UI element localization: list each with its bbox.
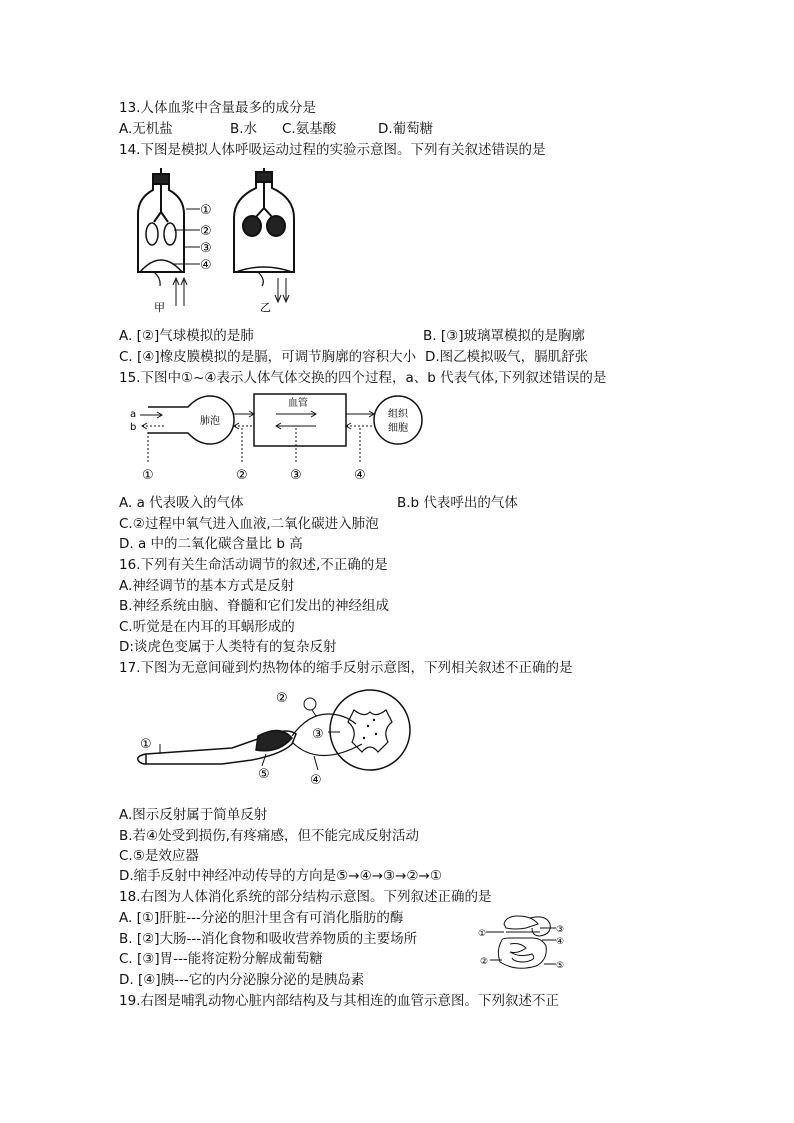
question-13-stem: 13.人体血浆中含量最多的成分是	[119, 100, 316, 116]
q15-option-b: B.b 代表呼出的气体	[397, 495, 518, 511]
q14-option-d: D.图乙模拟吸气，膈肌舒张	[425, 349, 589, 365]
q16-option-d: D:谈虎色变属于人类特有的复杂反射	[119, 639, 337, 655]
q18-option-c: C. [③]胃---能将淀粉分解成葡萄糖	[119, 951, 323, 967]
process-3: ③	[290, 468, 302, 483]
q16-option-c: C.听觉是在内耳的耳蜗形成的	[119, 619, 295, 635]
label-jia: 甲	[154, 301, 165, 314]
question-15-stem: 15.下图中①~④表示人体气体交换的四个过程，a、b 代表气体,下列叙述错误的是	[119, 370, 607, 386]
jar-jia	[138, 168, 200, 306]
label-b: b	[130, 422, 137, 433]
q17-option-d: D.缩手反射中神经冲动传导的方向是⑤→④→③→②→①	[119, 868, 442, 884]
reflex-label-1: ①	[140, 737, 152, 752]
q18-option-d: D. [④]胰---它的内分泌腺分泌的是胰岛素	[119, 972, 365, 988]
reflex-label-4: ④	[310, 773, 322, 788]
reflex-arc-figure	[132, 684, 412, 796]
q15-option-c: C.②过程中氧气进入血液,二氧化碳进入肺泡	[119, 516, 379, 532]
q17-option-c: C.⑤是效应器	[119, 848, 199, 864]
breathing-model-figure	[130, 168, 320, 316]
q18-option-a: A. [①]肝脏---分泌的胆汁里含有可消化脂肪的酶	[119, 910, 404, 926]
question-16-stem: 16.下列有关生命活动调节的叙述,不正确的是	[119, 557, 388, 573]
label-a: a	[130, 409, 137, 420]
label-yi: 乙	[260, 301, 271, 314]
label-4: ④	[200, 258, 212, 273]
tissue-label-2: 细胞	[388, 423, 408, 434]
q15-option-d: D. a 中的二氧化碳含量比 b 高	[119, 536, 303, 552]
vessel-label: 血管	[288, 398, 308, 409]
process-2: ②	[236, 468, 248, 483]
question-14-stem: 14.下图是模拟人体呼吸运动过程的实验示意图。下列有关叙述错误的是	[119, 142, 546, 158]
alveolus-label: 肺泡	[200, 416, 220, 427]
q17-option-a: A.图示反射属于简单反射	[119, 807, 268, 823]
question-17-stem: 17.下图为无意间碰到灼热物体的缩手反射示意图，下列相关叙述不正确的是	[119, 660, 573, 676]
q13-option-c: C.氨基酸	[282, 121, 337, 137]
digestive-label-1: ①	[478, 929, 487, 939]
label-2: ②	[200, 224, 212, 239]
tissue-label-1: 组织	[388, 409, 408, 420]
digestive-label-3: ③	[556, 925, 565, 935]
q16-option-a: A.神经调节的基本方式是反射	[119, 578, 295, 594]
reflex-label-3: ③	[312, 727, 324, 742]
q13-option-a: A.无机盐	[119, 121, 173, 137]
jar-yi	[234, 168, 294, 302]
process-1: ①	[142, 468, 154, 483]
digestive-label-4: ④	[556, 937, 565, 947]
reflex-label-2: ②	[276, 691, 288, 706]
question-18-stem: 18.右图为人体消化系统的部分结构示意图。下列叙述正确的是	[119, 889, 492, 905]
q17-option-b: B.若④处受到损伤,有疼痛感，但不能完成反射活动	[119, 828, 419, 844]
q13-option-b: B.水	[230, 121, 258, 137]
reflex-label-5: ⑤	[258, 767, 270, 782]
digestive-label-2: ②	[480, 957, 489, 967]
label-3: ③	[200, 241, 212, 256]
q14-option-a: A. [②]气球模拟的是肺	[119, 328, 254, 344]
q18-option-b: B. [②]大肠---消化食物和吸收营养物质的主要场所	[119, 931, 418, 947]
process-4: ④	[354, 468, 366, 483]
q14-option-c: C. [④]橡皮膜模拟的是膈，可调节胸廓的容积大小	[119, 349, 417, 365]
digestive-label-5: ⑤	[556, 961, 565, 971]
q13-option-d: D.葡萄糖	[378, 121, 434, 137]
q15-option-a: A. a 代表吸入的气体	[119, 495, 244, 511]
q14-option-b: B. [③]玻璃罩模拟的是胸廓	[423, 328, 585, 344]
label-1: ①	[200, 203, 212, 218]
gas-exchange-figure	[126, 390, 426, 484]
digestive-system-figure	[476, 910, 572, 976]
q16-option-b: B.神经系统由脑、脊髓和它们发出的神经组成	[119, 598, 390, 614]
question-19-stem: 19.右图是哺乳动物心脏内部结构及与其相连的血管示意图。下列叙述不正	[119, 993, 559, 1009]
